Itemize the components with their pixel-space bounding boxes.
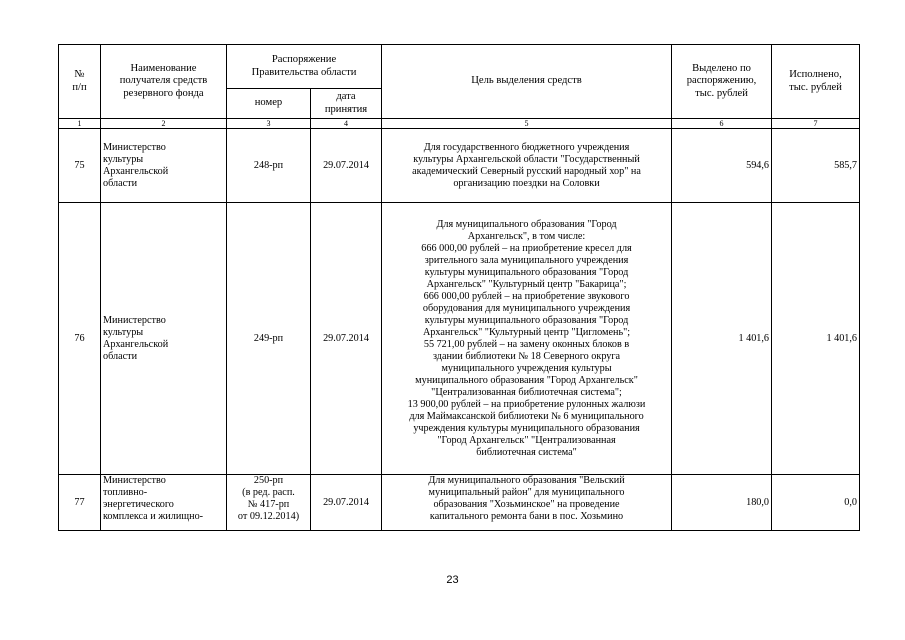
header-executed [772,45,860,119]
text-line: п/п [72,81,87,93]
column-number: 6 [672,119,772,129]
order-number [227,203,311,475]
text-line: Правительства области [251,66,357,78]
table-row [59,203,860,475]
text-line: культуры муниципального образования "Город [424,314,629,326]
text-line: Наименование [130,62,197,74]
header-order-number: номер [227,89,311,119]
column-number: 2 [101,119,227,129]
text-line: Министерство [103,475,166,486]
header-order [227,45,382,89]
column-number: 5 [382,119,672,129]
text-line: муниципального учреждения культуры [441,362,612,374]
header-purpose: Цель выделения средств [382,45,672,119]
order-date: 29.07.2014 [311,203,382,475]
text-line: здании библиотеки № 18 Северного округа [432,350,621,362]
text-line: топливно- [103,487,148,498]
text-line: Министерство [103,141,166,153]
row-number: 76 [59,203,101,475]
text-line: Выделено по [692,62,751,74]
purpose-text [382,203,672,475]
reserve-fund-table [58,44,860,531]
purpose-text [382,129,672,203]
text-line: 666 000,00 рублей – на приобретение звукового [423,290,630,302]
text-line: организацию поездки на Соловки [453,177,600,189]
text-line: зрительного зала муниципального учреждения [424,254,629,266]
text-line: капитального ремонта бани в пос. Хозьмино [429,511,624,522]
row-number: 77 [59,475,101,531]
text-line: учреждения культуры муниципального образования [413,422,640,434]
page-number: 23 [446,574,459,586]
text-line: Исполнено, [789,69,842,80]
text-line: образования "Хозьминское" на проведение [433,499,620,510]
text-line: 250-рп [253,475,284,486]
text-line: 249-рп [253,332,284,344]
header-num [59,45,101,119]
text-line: области [103,177,138,189]
text-line: резервного фонда [123,87,204,99]
text-line: библиотечная система" [476,446,577,458]
text-line: Архангельской [103,338,169,350]
text-line: дата [336,91,356,102]
text-line: муниципальный район" для муниципального [428,487,625,498]
text-line: академический Северный русский народный хор" на [412,165,641,177]
recipient-name [101,203,227,475]
table-row [59,129,860,203]
text-line: получателя средств [119,75,208,87]
text-line: муниципального образования "Город Архангельск" [415,374,638,386]
text-line: культуры [103,153,144,165]
order-number [227,475,311,531]
order-date: 29.07.2014 [311,475,382,531]
order-date: 29.07.2014 [311,129,382,203]
text-line: Архангельск", в том числе: [467,230,586,242]
text-line: 248-рп [253,159,284,171]
text-line: Архангельск" "Культурный центр "Цигломень"; [422,326,631,338]
text-line: тыс. рублей [789,81,842,93]
recipient-name [101,129,227,203]
text-line: Архангельской [103,165,169,177]
column-numbers-row [59,119,860,129]
header-allocated [672,45,772,119]
text-line: оборудования для муниципального учреждения [422,302,631,314]
text-line: 666 000,00 рублей – на приобретение кресел для [421,242,632,254]
allocated-amount: 180,0 [672,475,772,531]
recipient-name [101,475,227,531]
text-line: Для государственного бюджетного учреждения [423,141,630,153]
text-line: Министерство [103,314,166,326]
text-line: Для муниципального образования "Город [436,218,617,230]
text-line: от 09.12.2014) [237,511,300,522]
row-number: 75 [59,129,101,203]
column-number: 1 [59,119,101,129]
text-line: Для муниципального образования "Вельский [428,475,625,486]
purpose-text [382,475,672,531]
text-line: 55 721,00 рублей – на замену оконных блоков в [423,338,630,350]
order-number [227,129,311,203]
text-line: Распоряжение [271,54,337,65]
text-line: области [103,350,138,362]
allocated-amount: 1 401,6 [672,203,772,475]
table-row [59,475,860,531]
text-line: культуры Архангельской области "Государственный [413,153,640,165]
allocated-amount: 594,6 [672,129,772,203]
text-line: (в ред. расп. [242,487,295,498]
header-recipient [101,45,227,119]
text-line: 13 900,00 рублей – на приобретение рулонных жалюзи [407,398,646,410]
text-line: распоряжению, [686,75,757,87]
text-line: Архангельск" "Культурный центр "Бакарица"; [426,278,627,290]
column-number: 3 [227,119,311,129]
text-line: № [74,69,85,80]
text-line: "Централизованная библиотечная система"; [431,386,622,398]
text-line: комплекса и жилищно- [103,511,204,522]
column-number: 4 [311,119,382,129]
text-line: культуры [103,326,144,338]
text-line: № 417-рп [247,499,290,510]
column-number: 7 [772,119,860,129]
executed-amount: 1 401,6 [772,203,860,475]
header-order-date [311,89,382,119]
text-line: "Город Архангельск" "Централизованная [437,434,616,446]
text-line: культуры муниципального образования "Город [424,266,629,278]
text-line: принятия [324,103,368,115]
text-line: для Маймаксанской библиотеки № 6 муниципального [409,410,644,422]
text-line: тыс. рублей [695,87,748,99]
executed-amount: 585,7 [772,129,860,203]
executed-amount: 0,0 [772,475,860,531]
text-line: энергетического [103,499,174,510]
